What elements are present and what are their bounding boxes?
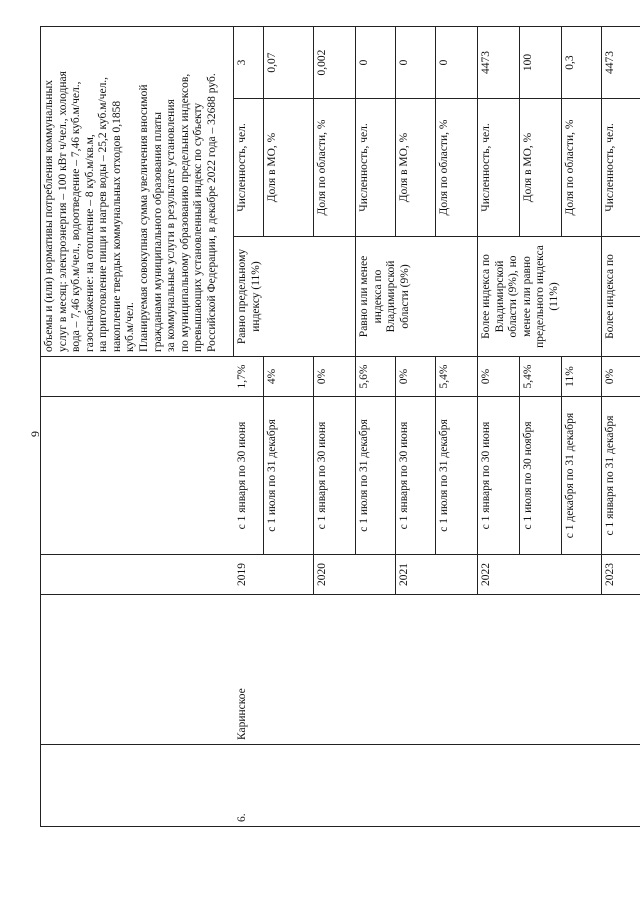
period-cell: с 1 июля по 31 декабря bbox=[356, 397, 396, 555]
year-2020: 2020 bbox=[314, 555, 396, 595]
index-value: 0% bbox=[602, 357, 640, 397]
description-line: Российской Федерации, в декабре 2022 года – 32688 руб. bbox=[205, 73, 218, 352]
index-value: 5,4% bbox=[520, 357, 562, 397]
period-cell: с 1 декабря по 31 декабря bbox=[562, 397, 602, 555]
metric-cell: Доля по области, % bbox=[314, 99, 356, 237]
period-cell: с 1 января по 30 июня bbox=[234, 397, 264, 555]
metric-cell: Доля в МО, % bbox=[264, 99, 314, 237]
index-value: 5,6% bbox=[356, 357, 396, 397]
index-value: 0% bbox=[478, 357, 520, 397]
description-line: куб.м/чел. bbox=[124, 302, 137, 352]
value-cell: 0,07 bbox=[264, 26, 314, 98]
period-cell: с 1 января по 30 июня bbox=[478, 397, 520, 555]
period-cell: с 1 июля по 31 декабря bbox=[436, 397, 478, 555]
year-2022: 2022 bbox=[478, 555, 602, 595]
metric-cell: Численность, чел. bbox=[356, 99, 396, 237]
description-cell bbox=[41, 26, 234, 356]
metric-cell: Численность, чел. bbox=[234, 99, 264, 237]
description-line: газоснабжение: на отопление – 8 куб.м/кв.м, bbox=[83, 134, 96, 352]
index-value: 1,7% bbox=[234, 357, 264, 397]
index-value: 11% bbox=[562, 357, 602, 397]
value-cell: 0,002 bbox=[314, 26, 356, 98]
period-cell: с 1 января по 31 декабря bbox=[602, 397, 640, 555]
value-cell: 0 bbox=[436, 26, 478, 98]
metric-cell: Доля по области, % bbox=[436, 99, 478, 237]
cell-name-blank bbox=[41, 595, 234, 745]
value-cell: 4473 bbox=[478, 26, 520, 98]
value-cell: 3 bbox=[234, 26, 264, 98]
description-line: накопление твердых коммунальных отходов 0,1858 bbox=[110, 100, 123, 352]
value-cell: 0 bbox=[396, 26, 436, 98]
cell-index-blank bbox=[41, 357, 234, 397]
condition-cell: Равно или менее индекса по Владимирской области (9%) bbox=[356, 237, 478, 357]
condition-cell: Более индекса по Владимирской области (9%), но менее или равно предельного индекса (11%) bbox=[478, 237, 602, 357]
cell-period-blank bbox=[41, 397, 234, 555]
page-number: 9 bbox=[28, 431, 42, 437]
description-row bbox=[41, 26, 234, 826]
metric-cell: Численность, чел. bbox=[478, 99, 520, 237]
metric-cell: Доля в МО, % bbox=[520, 99, 562, 237]
cell-number-blank bbox=[41, 745, 234, 827]
description-line: за коммунальные услуги в результате установления bbox=[165, 99, 178, 352]
condition-cell: Более индекса по bbox=[602, 237, 640, 357]
condition-cell: Равно предельному индексу (11%) bbox=[234, 237, 356, 357]
description-line: гражданами муниципального образования платы bbox=[151, 112, 164, 352]
value-cell: 100 bbox=[520, 26, 562, 98]
description-line: Планируемая совокупная сумма увеличения вносимой bbox=[137, 84, 150, 352]
description-line: услуг в месяц: электроэнергия – 100 кВт ч/чел., холодная bbox=[56, 71, 69, 352]
metric-cell: Численность, чел. bbox=[602, 99, 640, 237]
value-cell: 4473 bbox=[602, 26, 640, 98]
index-value: 4% bbox=[264, 357, 314, 397]
description-line: на приготовление пищи и нагрев воды – 25,2 куб.м/чел., bbox=[97, 76, 110, 352]
description-line: по муниципальному образованию предельных индексов, bbox=[178, 73, 191, 352]
year-2021: 2021 bbox=[396, 555, 478, 595]
year-2019: 2019 bbox=[234, 555, 314, 595]
period-cell: с 1 июля по 31 декабря bbox=[264, 397, 314, 555]
metric-cell: Доля в МО, % bbox=[396, 99, 436, 237]
year-2023: 2023 bbox=[602, 555, 640, 595]
description-line: вода – 7,46 куб.м/чел., водоотведение – 7,46 куб.м/чел., bbox=[70, 81, 83, 352]
value-cell: 0,3 bbox=[562, 26, 602, 98]
period-cell: с 1 января по 30 июня bbox=[396, 397, 436, 555]
table-row bbox=[234, 26, 264, 826]
period-cell: с 1 июля по 30 ноября bbox=[520, 397, 562, 555]
cell-year-blank bbox=[41, 555, 234, 595]
period-cell: с 1 января по 30 июня bbox=[314, 397, 356, 555]
row-number: 6. bbox=[234, 745, 640, 827]
value-cell: 0 bbox=[356, 26, 396, 98]
municipality-name: Каринское bbox=[234, 595, 640, 745]
index-value: 0% bbox=[314, 357, 356, 397]
description-line: превышающих установленный индекс по субъекту bbox=[192, 102, 205, 352]
tariff-index-table bbox=[40, 26, 640, 827]
index-value: 5,4% bbox=[436, 357, 478, 397]
metric-cell: Доля по области, % bbox=[562, 99, 602, 237]
rotated-table-wrapper bbox=[40, 27, 616, 827]
index-value: 0% bbox=[396, 357, 436, 397]
description-line: объемы и (или) нормативы потребления коммунальных bbox=[43, 79, 55, 352]
